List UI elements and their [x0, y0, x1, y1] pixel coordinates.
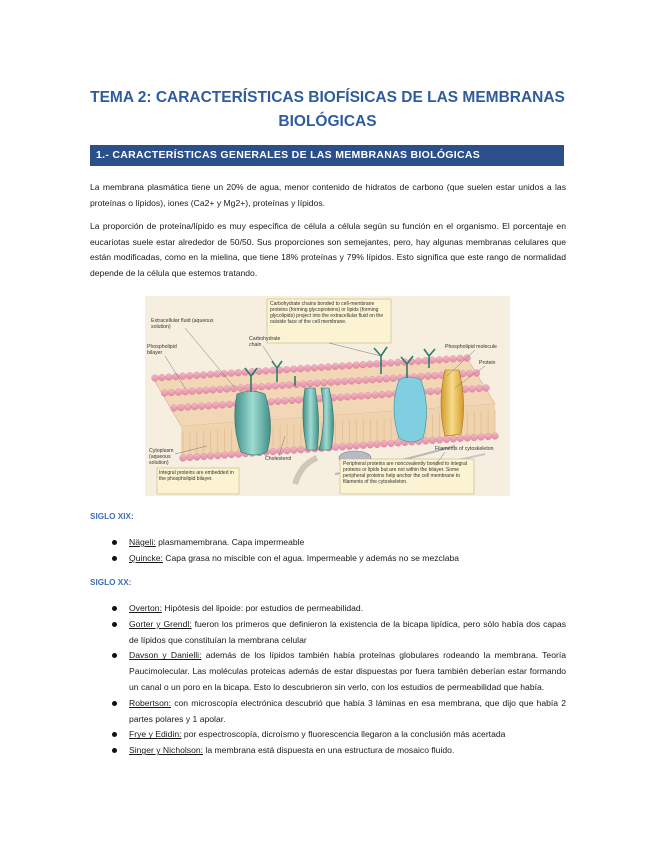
- label-peripheral-proteins: Peripheral proteins are noncovalently bonded to integral proteins or lipids but are not within the bilayer. Some peripheral proteins help anchor the cell membrane to filaments of the cytoskeleton.: [343, 461, 467, 485]
- item-text: la membrana está dispuesta en una estructura de mosaico fluido.: [203, 745, 455, 756]
- scientist-name: Frye y Edidin:: [129, 729, 182, 740]
- scientist-name: Gorter y Grendl:: [129, 618, 192, 629]
- yellow-protein: [441, 370, 464, 436]
- label-integral-proteins: Integral proteins are embedded in the phospholipid bilayer.: [159, 470, 234, 482]
- integral-protein-shape: [235, 391, 271, 455]
- label-integral-fo: [159, 470, 237, 494]
- heading-siglo-xx: SIGLO XX:: [90, 578, 132, 587]
- paragraph-composition: La membrana plasmática tiene un 20% de agua, menor contenido de hidratos de carbono (que suelen estar unidos a las proteínas o lípidos), iones (Ca2+ y Mg2+), proteínas y lípidos.: [90, 182, 566, 208]
- list-item: [110, 551, 566, 567]
- label-filaments-fo: [435, 446, 505, 454]
- list-item: [110, 648, 566, 695]
- label-peripheral-fo: [343, 461, 473, 494]
- label-cytoplasm: Cytoplasm (aqueous solution): [149, 448, 174, 466]
- page-title: TEMA 2: CARACTERÍSTICAS BIOFÍSICAS DE LAS MEMBRANAS BIOLÓGICAS: [90, 89, 565, 130]
- list-item: [110, 617, 566, 649]
- scientist-name: Overton:: [129, 603, 162, 613]
- label-filaments: Filaments of cytoskeleton: [435, 446, 494, 452]
- label-cholesterol: Cholesterol: [265, 456, 292, 462]
- item-text: por espectroscopía, dicroísmo y fluorescencia llegaron a la conclusión más acertada: [181, 729, 506, 740]
- label-bilayer-fo: [147, 344, 183, 358]
- list-item: [110, 601, 566, 617]
- scientist-name: Davson y Danielli:: [129, 650, 202, 661]
- bullet-icon: [112, 556, 117, 561]
- bullet-icon: [112, 540, 117, 545]
- list-item: [110, 743, 566, 759]
- label-carb-note-fo: [270, 301, 390, 343]
- membrane-diagram: [145, 296, 510, 496]
- item-text: con microscopía electrónica descubrió que había 3 láminas en esa membrana, que dijo que había 2 partes polares y 1 apolar.: [129, 697, 566, 724]
- bullet-icon: [112, 606, 117, 611]
- bullet-icon: [112, 653, 117, 658]
- item-text: Hipótesis del lipoide: por estudios de permeabilidad.: [161, 603, 364, 613]
- label-carb-chain: Carbohydrate chain: [249, 336, 281, 348]
- paragraph-proportion: La proporción de proteína/lípido es muy específica de célula a célula según su función en el organismo. El porcentaje en eucariotas suele estar alrededor de 50/50. Sus proporciones son semejantes, pero, hay algunas membranas celulares que están modificadas, como en la mielina, que tiene 18% proteínas y 79% lípidos. Esto significa que este rango de normalidad depende de la célula que estemos tratando.: [90, 221, 566, 278]
- scientist-name: Robertson:: [129, 697, 172, 708]
- item-text: fueron los primeros que definieron la existencia de la bicapa lipídica, pero sólo había dos capas de lípidos que constituían la membrana celular: [129, 618, 567, 645]
- label-extracellular-fo: [151, 318, 221, 334]
- bullet-icon: [112, 622, 117, 627]
- label-protein-fo: [479, 360, 509, 370]
- item-text: plasmamembrana. Capa impermeable: [155, 537, 305, 547]
- label-cytoplasm-fo: [149, 448, 189, 466]
- list-item: [110, 727, 566, 743]
- scientist-name: Singer y Nicholson:: [129, 745, 204, 756]
- item-text: además de los lípidos también había proteínas globulares rodeando la membrana. Teoría Paucimolecular. Las moléculas proteicas además de estar dispuestas por fuera también deberían estar formando un canal o un poro en la bicapa. Esto lo descubrieron sin verlo, con los estudios de permeabilidad que había.: [129, 650, 567, 692]
- list-item: [110, 696, 566, 728]
- label-phospholipid-bilayer: Phospholipid bilayer: [147, 344, 177, 356]
- label-protein: Protein: [479, 360, 496, 366]
- globular-protein: [394, 377, 427, 442]
- membrane-figure: [145, 296, 510, 496]
- channel-protein-left: [303, 388, 319, 450]
- list-item: [110, 535, 566, 551]
- label-extracellular: Extracellular fluid (aqueous solution): [151, 318, 214, 330]
- bullet-icon: [112, 748, 117, 753]
- section-heading: 1.- CARACTERÍSTICAS GENERALES DE LAS MEMBRANAS BIOLÓGICAS: [90, 145, 564, 166]
- list-siglo-xix: [110, 535, 566, 567]
- label-phospholipid-fo: [445, 344, 507, 354]
- scientist-name: Nägeli:: [129, 537, 156, 547]
- label-phospholipid-molecule: Phospholipid molecule: [445, 344, 497, 350]
- heading-siglo-xix: SIGLO XIX:: [90, 512, 134, 521]
- bullet-icon: [112, 732, 117, 737]
- item-text: Capa grasa no miscible con el agua. Impermeable y además no se mezclaba: [162, 552, 460, 563]
- list-siglo-xx: [110, 601, 566, 759]
- label-carbohydrate-note: Carbohydrate chains bonded to cell-membrane proteins (forming glycoproteins) or lipids (forming glycolipids) project into the extracellular fluid on the outside face of the cell membrane.: [270, 301, 384, 325]
- scientist-name: Quincke:: [129, 552, 163, 563]
- bullet-icon: [112, 701, 117, 706]
- label-cholesterol-fo: [265, 456, 305, 464]
